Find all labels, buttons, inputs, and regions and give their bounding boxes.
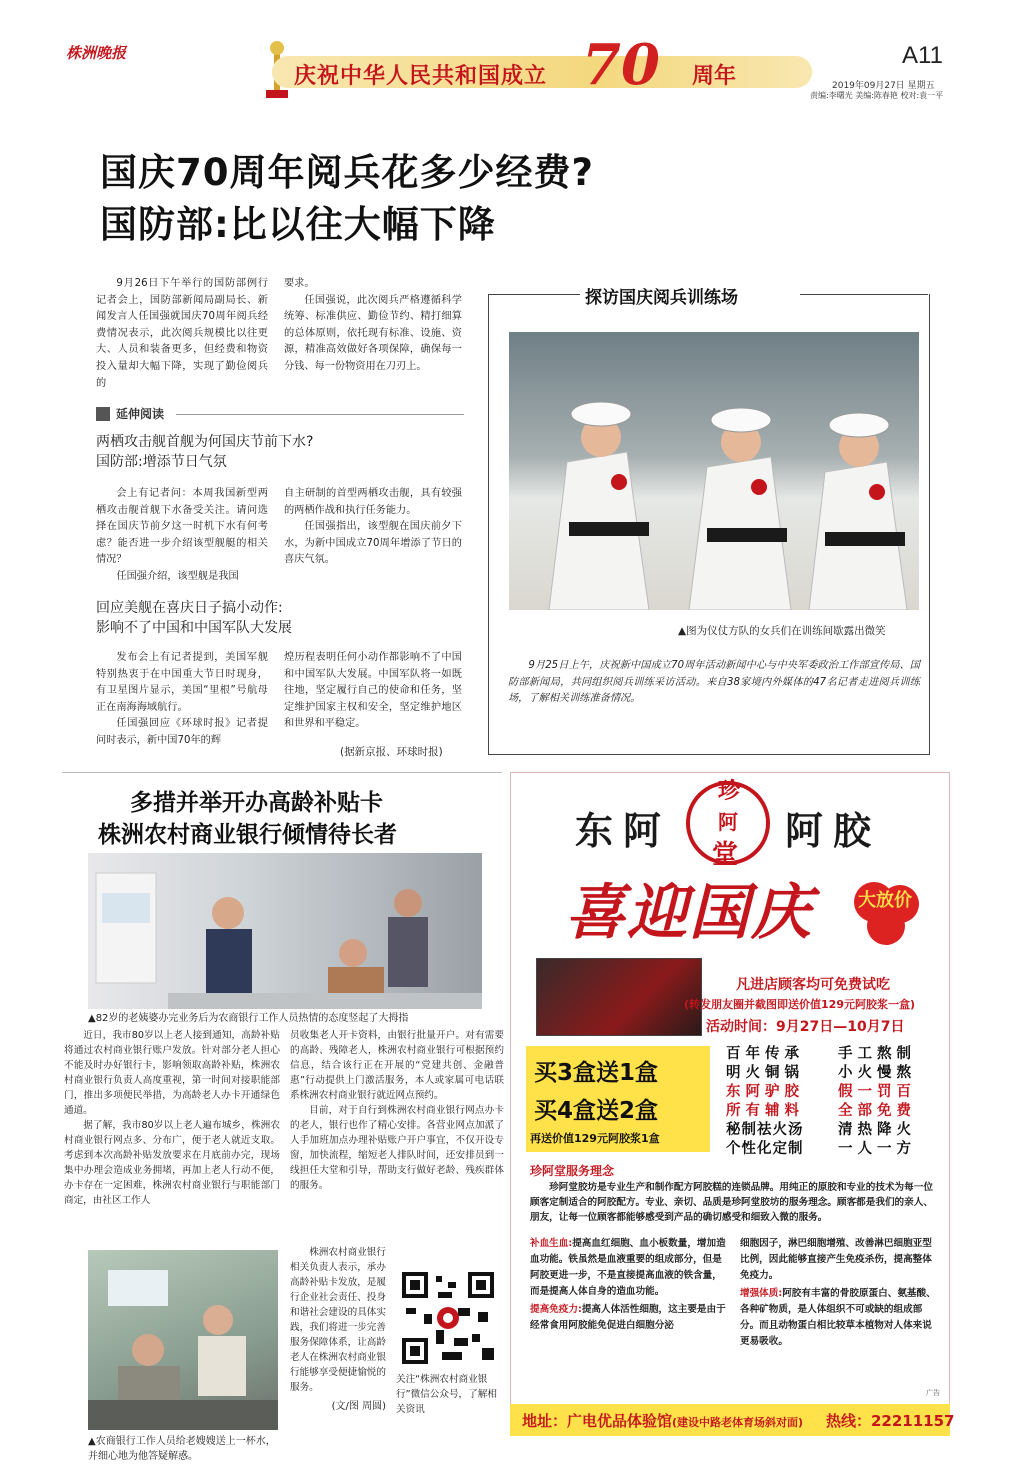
bank-title-1: 多措并举开办高龄补贴卡 xyxy=(130,790,383,816)
lead-para-2a: 要求。 xyxy=(284,278,315,289)
ad-address-sub: (建设中路老体育场斜对面) xyxy=(672,1416,804,1429)
ext-divider xyxy=(176,414,464,415)
ext-q1-title xyxy=(96,432,313,472)
visit-para: 9月25日上午，庆祝新中国成立70周年活动新闻中心与中央军委政治工作部宣传局、国防部新闻局，共同组织阅兵训练采访活动。来自38家境内外媒体的47名记者走进阅兵训练场，了解相关训练准备情况。 xyxy=(508,660,920,705)
ext-q2-col2 xyxy=(284,650,462,733)
feat-11: 一人一方 xyxy=(838,1141,916,1157)
qr-code[interactable] xyxy=(398,1268,498,1368)
bank-para-3: 员收集老人开卡资料，由银行批量开户。对有需要的高龄、残障老人，株洲农村商业银行可根据预约信息，结合该行正在开展的“党建共创、金融普惠”行动提供上门激活服务，本人或家属可电话联系株洲农村商业银行就近网点预约。 xyxy=(290,1030,504,1101)
banner-70: 70 xyxy=(582,32,660,98)
ad-badge-text: 大放价 xyxy=(858,890,912,911)
bank-col1 xyxy=(64,1028,280,1208)
bank-caption-2: ▲农商银行工作人员给老嫂嫂送上一杯水，并细心地为他答疑解惑。 xyxy=(88,1436,276,1462)
ad-benefit-k3: 增强体质: xyxy=(740,1288,783,1299)
ad-seal-3: 堂 xyxy=(712,840,739,870)
issue-date: 2019年09月27日 星期五 xyxy=(832,81,935,91)
parade-caption: ▲图为仪仗方队的女兵们在训练间歇露出微笑 xyxy=(678,625,886,637)
feat-3: 小火慢熬 xyxy=(838,1065,916,1081)
ext-q1-col1 xyxy=(96,486,268,586)
ext-q2-para1: 发布会上有记者提到，美国军舰特别热衷于在中国重大节日时现身，有卫星图片显示，美国“里根”号航母正在南海海域航行。 xyxy=(96,652,268,713)
product-box xyxy=(536,958,702,1036)
page-number: A11 xyxy=(902,42,943,69)
ext-q2-para1b: 任国强回应《环球时报》记者提问时表示，新中国70年的辉 xyxy=(96,718,268,746)
book-icon xyxy=(96,407,110,421)
ad-deal-1: 买3盒送1盒 xyxy=(534,1060,659,1086)
ad-deal-3: 再送价值129元阿胶浆1盒 xyxy=(530,1132,660,1145)
qr-code-icon xyxy=(398,1268,498,1368)
ad-seal-2: 阿 xyxy=(718,810,738,834)
ad-tag: 广告 xyxy=(926,1389,940,1397)
lead-col2 xyxy=(284,276,462,376)
feat-10: 个性化定制 xyxy=(726,1141,804,1157)
bank-col2c xyxy=(290,1245,386,1412)
bank-para-5: 株洲农村商业银行相关负责人表示，承办高龄补贴卡发放，是履行企业社会责任、投身和谐社会建设的具体实践，我们将进一步完善服务保障体系，让高龄老人在株洲农村商业银行能够享受便捷愉悦的服务。 xyxy=(290,1247,386,1393)
ad-benefits-left xyxy=(530,1236,728,1334)
masthead xyxy=(62,32,962,100)
ad-festive: 喜迎国庆 xyxy=(565,878,813,948)
bank-title-2: 株洲农村商业银行倾情待长者 xyxy=(98,822,397,848)
feat-2: 明火铜锅 xyxy=(726,1065,804,1081)
ad-benefit-k2: 提高免疫力: xyxy=(530,1304,582,1315)
feat-7: 全部免费 xyxy=(838,1103,916,1119)
lead-para-2b: 任国强说，此次阅兵严格遵循科学统筹、标准供应、勤俭节约、精打细算的总体原则，依托现有标准、设施、资源，精准高效做好各项保障，确保每一分钱、每一份物资用在刀刃上。 xyxy=(284,294,462,372)
ad-svc xyxy=(530,1180,940,1225)
bank-counter-figure xyxy=(88,1250,278,1430)
visit-body xyxy=(508,658,920,708)
visit-title: 探访国庆阅兵训练场 xyxy=(585,288,738,308)
ext-q1-line1: 两栖攻击舰首舰为何国庆节前下水? xyxy=(96,434,314,450)
ext-q1-col2 xyxy=(284,486,462,569)
ext-q2-line2: 影响不了中国和中国军队大发展 xyxy=(96,620,292,636)
ext-q1-para1b: 任国强介绍，该型舰是我国 xyxy=(116,570,239,582)
ad-time: 活动时间：9月27日—10月7日 xyxy=(706,1019,905,1035)
bank-caption-1: ▲82岁的老姨婆办完业务后为农商银行工作人员热情的态度竖起了大拇指 xyxy=(88,1013,409,1024)
bank-byline: (文/图 周圆) xyxy=(331,1401,386,1412)
ad-badge xyxy=(850,880,920,946)
parade-photo xyxy=(509,332,919,610)
ad-features xyxy=(726,1046,932,1158)
ext-q2-col1 xyxy=(96,650,268,750)
ext-label-row xyxy=(96,405,464,423)
bank-para-2: 据了解，我市80岁以上老人遍布城乡，株洲农村商业银行网点多、分布广，便于老人就近支取。考虑到本次高龄补贴发放要求在月底前办完，现场集中办理会造成业务拥堵，再加上老人行动不便，办卡存在一定困难，株洲农村商业银行与职能部门商定，由社区工作人 xyxy=(64,1120,280,1206)
ext-q2-line1: 回应美舰在喜庆日子搞小动作: xyxy=(96,600,283,616)
ext-label: 延伸阅读 xyxy=(116,407,165,421)
ext-q2-para2: 煌历程表明任何小动作都影响不了中国和中国军队大发展。中国军队将一如既往地，坚定履行自己的使命和任务，坚定维护国家主权和安全，坚定维护地区和世界和平稳定。 xyxy=(284,652,462,730)
lead-col1 xyxy=(96,276,268,392)
soldiers-figure xyxy=(509,332,919,610)
headline-2: 国防部:比以往大幅下降 xyxy=(100,203,496,246)
ad-svc-text: 珍阿堂胶坊是专业生产和制作配方阿胶糕的连锁品牌。用纯正的原胶和专业的技术为每一位顾客定制适合的阿胶配方。专业、亲切、品质是珍阿堂胶坊的服务理念。顾客都是我们的亲人、朋友，让每一位顾客都能够感受到产品的确切感受和细致入微的服务。 xyxy=(530,1182,933,1223)
ad-seal xyxy=(680,778,776,868)
ext-q1-para2b: 任国强指出，该型舰在国庆前夕下水，为新中国成立70周年增添了节日的喜庆气氛。 xyxy=(284,521,462,566)
ad-benefit-v2: 提高人体活性细胞，这主要是由于经常食用阿胶能免促进白细胞分泌 xyxy=(530,1304,726,1331)
ext-q1-para1: 会上有记者问：本周我国新型两栖攻击舰首舰下水备受关注。请问选择在国庆节前夕这一时机下水有何考虑？能否进一步介绍该型舰艇的相关情况？ xyxy=(96,488,268,566)
ad-seal-1: 珍 xyxy=(718,779,741,804)
ad-deal-2: 买4盒送2盒 xyxy=(534,1098,659,1124)
feat-5: 假一罚百 xyxy=(838,1084,916,1100)
ad-svc-title: 珍阿堂服务理念 xyxy=(530,1164,615,1178)
ad-offer2: (转发朋友圈并截图即送价值129元阿胶浆一盒) xyxy=(684,998,916,1011)
banner-text: 庆祝中华人民共和国成立 xyxy=(294,64,548,89)
ad-benefits-right xyxy=(740,1236,940,1350)
ext-q2-title xyxy=(96,598,292,638)
lead-para-1: 9月26日下午举行的国防部例行记者会上，国防部新闻局副局长、新闻发言人任国强就国庆70周年阅兵经费情况表示，此次阅兵规模比以往更大、人员和装备更多，但经费和物资投入量却大幅下降，实现了勤俭阅兵的 xyxy=(96,278,268,389)
masthead-logo: 株洲晚报 xyxy=(66,44,127,62)
staff-credits: 责编:李曙光 美编:陈春艳 校对:袁一平 xyxy=(810,91,944,100)
bank-para-1: 近日，我市80岁以上老人接到通知，高龄补贴将通过农村商业银行账户发放。针对部分老人担心不能及时办好银行卡，影响领取高龄补贴，株洲农村商业银行负责人高度重视，第一时间对接职能部门，推出多项便民举措，为高龄老人办卡开通绿色通道。 xyxy=(64,1030,280,1116)
section-divider xyxy=(62,772,502,773)
ad-brand-left: 东阿 xyxy=(575,809,672,853)
feat-0: 百年传承 xyxy=(726,1046,804,1062)
ad-benefit-k1: 补血生血: xyxy=(530,1238,573,1249)
ad-address-main: 地址：广电优品体验馆 xyxy=(522,1412,673,1430)
ext-q1-line2: 国防部:增添节日气氛 xyxy=(96,454,227,470)
ad-hotline: 热线：22211157 xyxy=(826,1412,955,1430)
headline-1: 国庆70周年阅兵花多少经费? xyxy=(100,151,594,194)
bank-para-4: 目前，对于自行到株洲农村商业银行网点办卡的老人，银行也作了精心安排。各营业网点加派了人手加班加点办理补贴账户开户事宜，不仅开设专窗，加快流程，缩短老人排队时间，还安排员到一线担任大堂和引导，帮助支行做好老龄、残疾群体的服务。 xyxy=(290,1105,504,1191)
bank-photo-2 xyxy=(88,1250,278,1430)
bank-col2 xyxy=(290,1028,504,1193)
bank-photo-1 xyxy=(88,853,482,1009)
feat-6: 所有辅料 xyxy=(726,1103,804,1119)
ad-benefit-v1: 提高血红细胞、血小板数量，增加造血功能。铁虽然是血液重要的组成部分，但是阿胶更进一步，不是直接提高血液的铁含量，而是提高人体自身的造血功能。 xyxy=(530,1238,726,1297)
feat-1: 手工熬制 xyxy=(838,1046,916,1062)
ext-source: (据新京报、环球时报) xyxy=(340,746,443,758)
feat-4: 东阿驴胶 xyxy=(726,1084,804,1100)
ad-brand-right: 阿胶 xyxy=(785,809,882,853)
banner-tail: 周年 xyxy=(692,64,737,89)
feat-9: 清热降火 xyxy=(838,1122,916,1138)
ext-q1-para2: 自主研制的首型两栖攻击舰，具有较强的两栖作战和执行任务能力。 xyxy=(284,488,462,516)
ad-benefit-v3: 细胞因子，淋巴细胞增殖、改善淋巴细胞亚型比例，因此能够直接产生免疫杀伤，提高整体免疫力。 xyxy=(740,1238,932,1281)
qr-caption: 关注“株洲农村商业银行”微信公众号，了解相关资讯 xyxy=(396,1374,497,1415)
bank-hall-figure xyxy=(88,853,482,1009)
feat-8: 秘制祛火汤 xyxy=(726,1122,804,1138)
ad-address xyxy=(522,1410,803,1431)
ad-benefit-v4: 阿胶有丰富的骨胶原蛋白、氨基酸、各种矿物质，是人体组织不可或缺的组成部分。而且动物蛋白相比较草本植物对人体来说更易吸收。 xyxy=(740,1288,936,1347)
ad-offer: 凡进店顾客均可免费试吃 xyxy=(736,977,890,993)
